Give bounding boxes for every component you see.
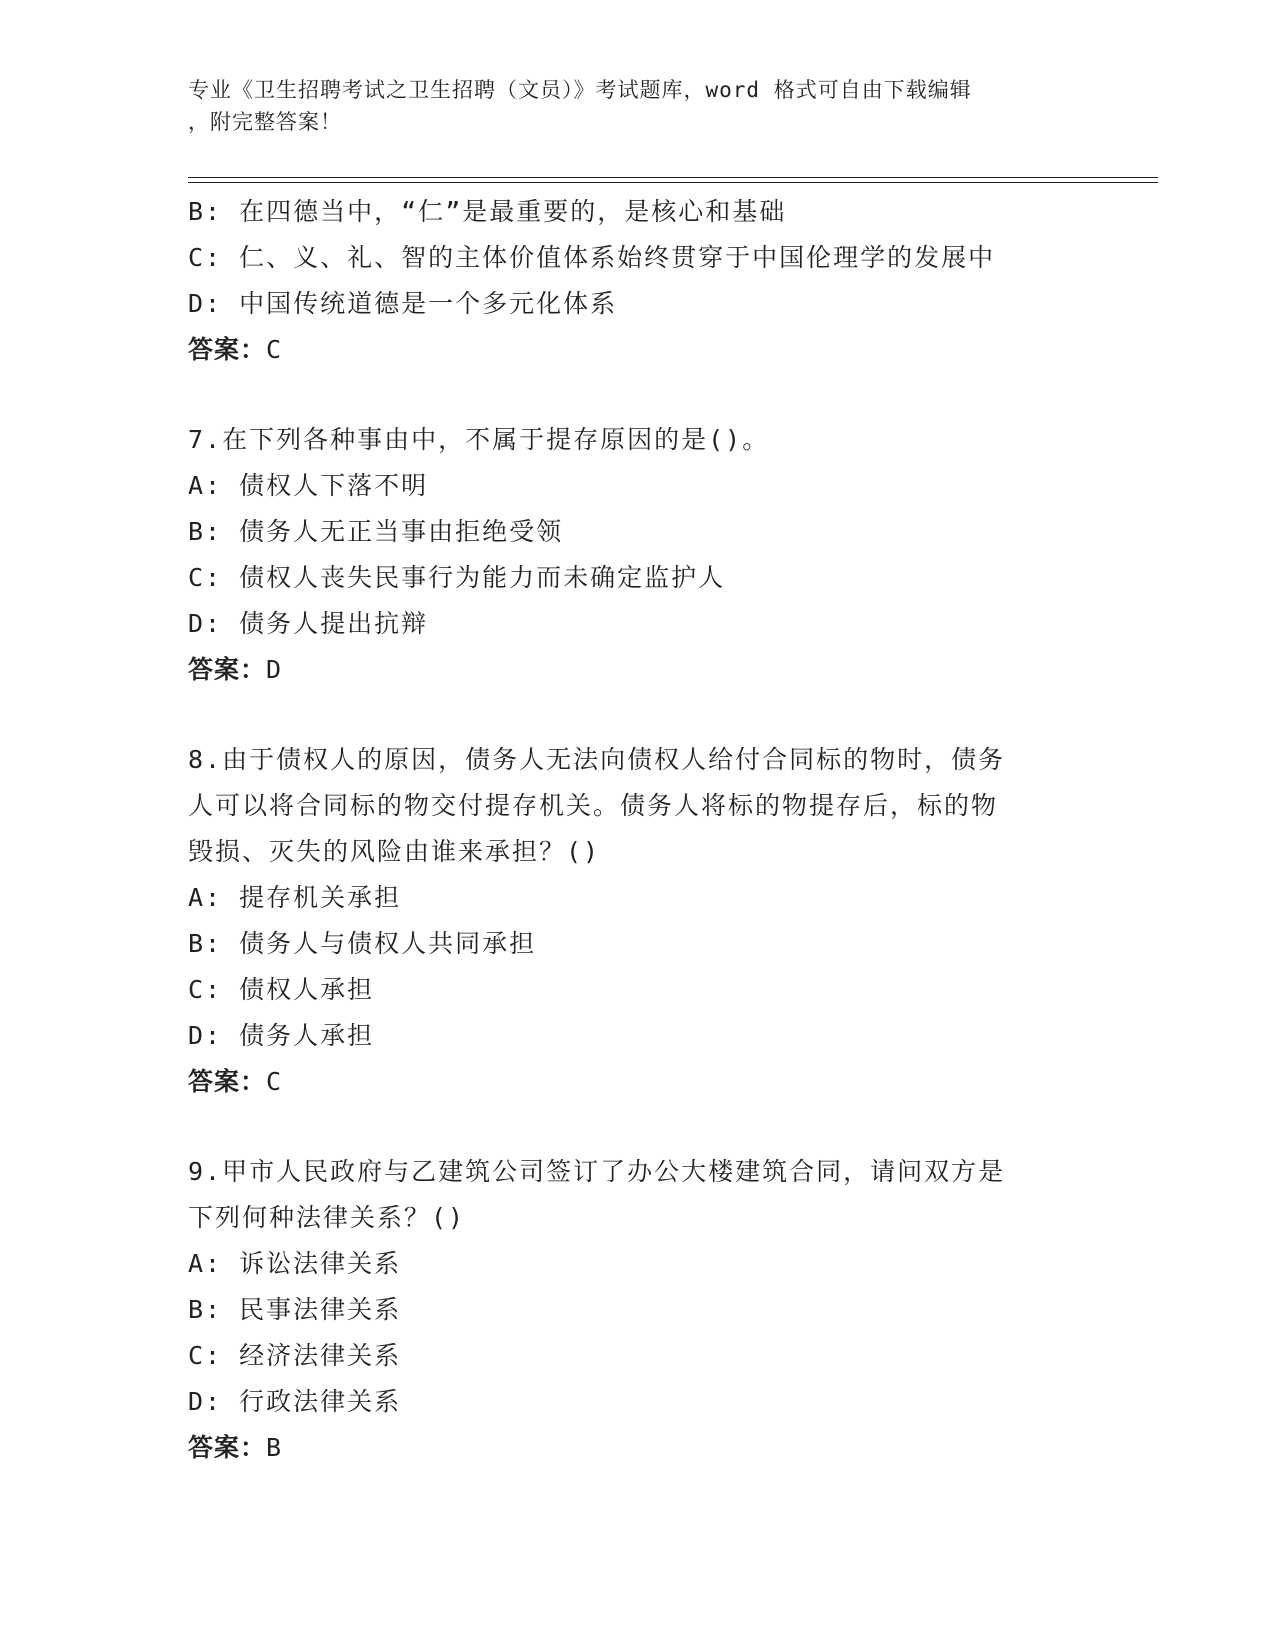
option-d: D: 债务人承担 xyxy=(188,1021,375,1050)
answer-line xyxy=(188,327,1088,373)
option-a: A: 诉讼法律关系 xyxy=(188,1249,402,1278)
question-block-9 xyxy=(188,1149,1088,1471)
option-b: B: 在四德当中，“仁”是最重要的，是核心和基础 xyxy=(188,197,787,226)
option-c: C: 债权人丧失民事行为能力而未确定监护人 xyxy=(188,563,726,592)
question-stem-line-3: 毁损、灭失的风险由谁来承担？() xyxy=(188,837,601,866)
option-b: B: 债务人与债权人共同承担 xyxy=(188,929,537,958)
question-stem-line-2: 人可以将合同标的物交付提存机关。债务人将标的物提存后，标的物 xyxy=(188,791,999,820)
spacer xyxy=(188,373,1088,417)
question-block-7 xyxy=(188,417,1088,693)
answer-value: D xyxy=(266,655,283,684)
question-stem-line-1: 7.在下列各种事由中，不属于提存原因的是()。 xyxy=(188,425,770,454)
option-d: D: 行政法律关系 xyxy=(188,1387,402,1416)
header-line-2: ，附完整答案！ xyxy=(188,110,342,134)
answer-value: B xyxy=(266,1433,283,1462)
answer-label: 答案： xyxy=(188,1433,267,1462)
question-block-6 xyxy=(188,189,1088,373)
document-header xyxy=(188,74,1068,138)
option-c: C: 债权人承担 xyxy=(188,975,375,1004)
question-stem-line-1: 8.由于债权人的原因，债务人无法向债权人给付合同标的物时，债务 xyxy=(188,745,1006,774)
question-stem-line-2: 下列何种法律关系？() xyxy=(188,1203,466,1232)
header-line-1: 专业《卫生招聘考试之卫生招聘（文员）》考试题库，word 格式可自由下载编辑 xyxy=(188,78,972,102)
answer-value: C xyxy=(266,1067,283,1096)
header-divider-top xyxy=(188,177,1158,178)
header-divider-bottom xyxy=(188,182,1158,183)
option-c: C: 经济法律关系 xyxy=(188,1341,402,1370)
option-a: A: 债权人下落不明 xyxy=(188,471,429,500)
answer-line xyxy=(188,1059,1088,1105)
option-d: D: 债务人提出抗辩 xyxy=(188,609,429,638)
option-c: C: 仁、义、礼、智的主体价值体系始终贯穿于中国伦理学的发展中 xyxy=(188,243,996,272)
answer-value: C xyxy=(266,335,283,364)
question-block-8 xyxy=(188,737,1088,1105)
question-stem-line-1: 9.甲市人民政府与乙建筑公司签订了办公大楼建筑合同，请问双方是 xyxy=(188,1157,1006,1186)
answer-label: 答案： xyxy=(188,335,267,364)
option-b: B: 民事法律关系 xyxy=(188,1295,402,1324)
option-a: A: 提存机关承担 xyxy=(188,883,402,912)
answer-label: 答案： xyxy=(188,655,267,684)
question-list xyxy=(188,189,1088,1471)
option-d: D: 中国传统道德是一个多元化体系 xyxy=(188,289,618,318)
answer-line xyxy=(188,1425,1088,1471)
answer-label: 答案： xyxy=(188,1067,267,1096)
answer-line xyxy=(188,647,1088,693)
spacer xyxy=(188,1105,1088,1149)
option-b: B: 债务人无正当事由拒绝受领 xyxy=(188,517,564,546)
spacer xyxy=(188,693,1088,737)
